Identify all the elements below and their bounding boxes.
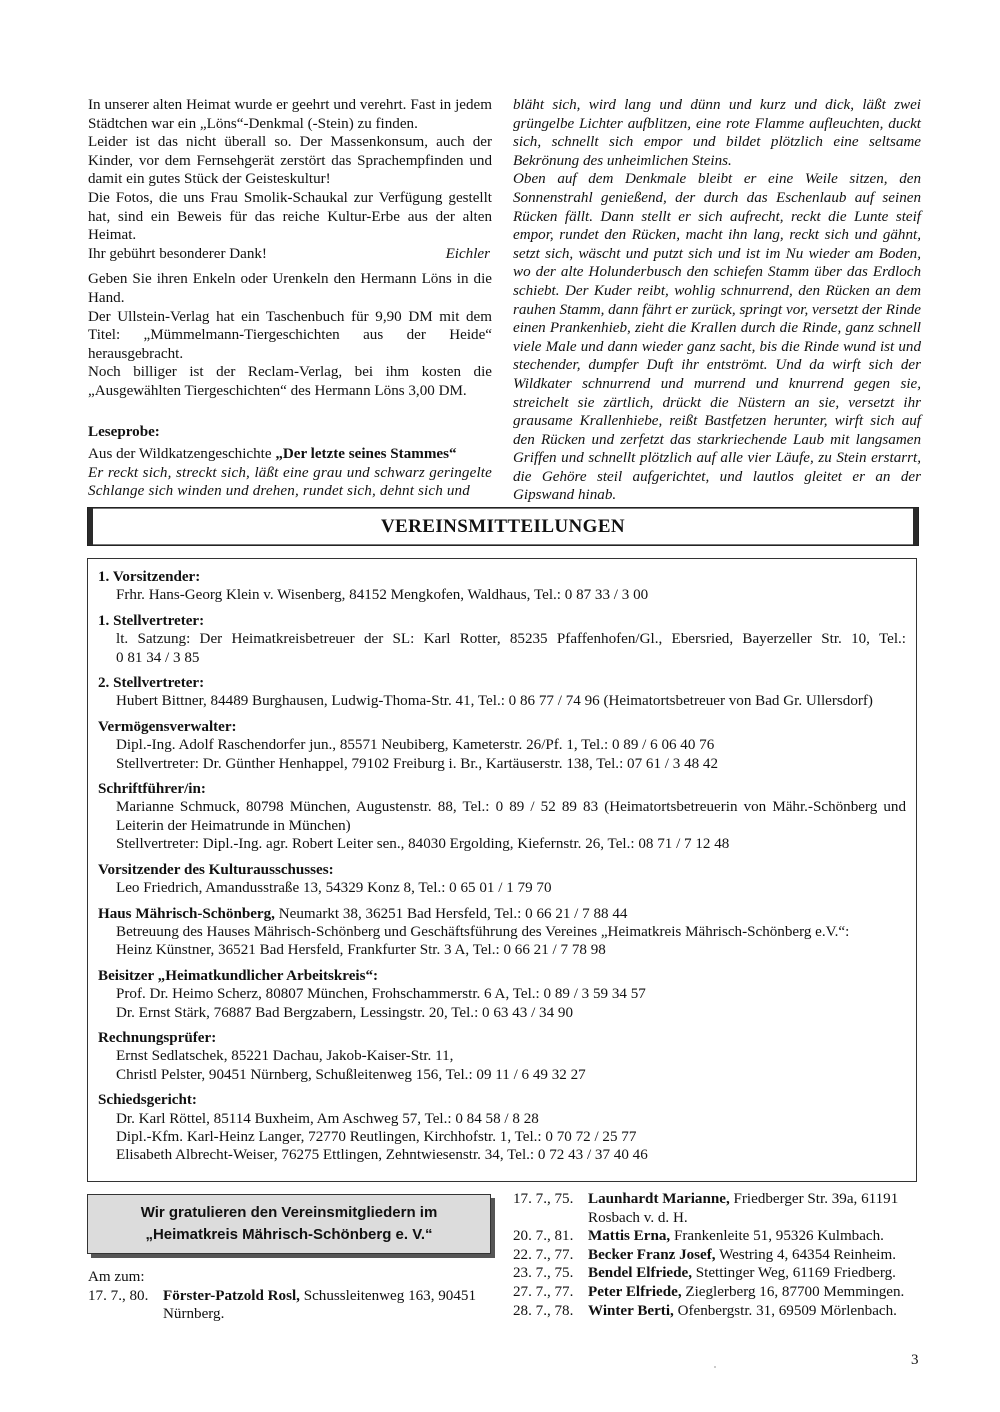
excerpt-intro bbox=[88, 445, 492, 464]
section-haus bbox=[98, 905, 906, 960]
section-line: Elisabeth Albrecht-Weiser, 76275 Ettlingen, Zehntwiesenstr. 34, Tel.: 0 72 43 / 37 40 46 bbox=[116, 1147, 648, 1164]
birthday-date: 28. 7., 78. bbox=[513, 1302, 574, 1319]
birthday-address: Zieglerberg 16, 87700 Memmingen. bbox=[681, 1283, 905, 1300]
section-line: Hubert Bittner, 84489 Burghausen, Ludwig-Thoma-Str. 41, Tel.: 0 86 77 / 74 96 (Heimatortsbetreuer von Bad Gr. Ullersdorf) bbox=[116, 693, 873, 710]
birthday-entry bbox=[513, 1227, 921, 1246]
birthday-date: 23. 7., 75. bbox=[513, 1265, 574, 1282]
birthday-list-right bbox=[513, 1190, 921, 1320]
section-line: Frhr. Hans-Georg Klein v. Wisenberg, 84152 Mengkofen, Waldhaus, Tel.: 0 87 33 / 3 00 bbox=[116, 587, 649, 604]
birthday-date: 17. 7., 75. bbox=[513, 1191, 574, 1207]
section-stellvertreter-2 bbox=[98, 674, 906, 711]
section-vermoegensverwalter bbox=[98, 718, 906, 773]
thanks-line bbox=[88, 245, 492, 264]
birthday-address: Schussleitenweg 163, 90451 Nürnberg. bbox=[163, 1287, 476, 1323]
section-schriftfuehrer bbox=[98, 780, 906, 854]
section-line: Leo Friedrich, Amandusstraße 13, 54329 Konz 8, Tel.: 0 65 01 / 1 79 70 bbox=[116, 880, 552, 897]
birthday-date: 20. 7., 81. bbox=[513, 1228, 574, 1245]
birthday-name: Förster-Patzold Rosl, bbox=[163, 1287, 300, 1304]
left-column bbox=[88, 96, 492, 501]
birthday-text bbox=[588, 1283, 921, 1302]
birthday-entry bbox=[513, 1264, 921, 1283]
section-rechnungspruefer bbox=[98, 1029, 906, 1084]
birthday-address: Westring 4, 64354 Reinheim. bbox=[715, 1246, 897, 1263]
birthday-text bbox=[588, 1264, 921, 1283]
birthday-name: Bendel Elfriede, bbox=[588, 1265, 692, 1282]
section-line: Heinz Künstner, 36521 Bad Hersfeld, Frankfurter Str. 3 A, Tel.: 0 66 21 / 7 78 98 bbox=[116, 942, 606, 959]
paragraph: Geben Sie ihren Enkeln oder Urenkeln den Hermann Löns in die Hand. bbox=[88, 271, 492, 306]
birthday-text bbox=[588, 1227, 921, 1246]
birthday-entry bbox=[513, 1246, 921, 1265]
birthday-entry bbox=[88, 1287, 492, 1324]
birthday-address: Frankenleite 51, 95326 Kulmbach. bbox=[670, 1228, 884, 1245]
section-line: Betreuung des Hauses Mährisch-Schönberg und Geschäftsführung des Vereines „Heimatkreis Mährisch-Schönberg e.V.“: bbox=[116, 923, 850, 940]
section-line: Stellvertreter: Dr. Günther Henhappel, 79102 Freiburg i. Br., Kartäuserstr. 138, Tel.: 07 61 / 3 48 42 bbox=[116, 755, 719, 772]
section-heading: Haus Mährisch-Schönberg, bbox=[98, 905, 275, 922]
birthday-date: 22. 7., 77. bbox=[513, 1246, 574, 1263]
section-line: 0 81 34 / 3 85 bbox=[116, 649, 200, 666]
paragraph: Die Fotos, die uns Frau Smolik-Schaukal zur Verfügung gestellt hat, sind ein Beweis für das reiche Kultur-Erbe aus der alten Heimat. bbox=[88, 189, 492, 244]
section-heading: 1. Stellvertreter: bbox=[98, 612, 205, 629]
section-title-box bbox=[87, 507, 919, 546]
haus-heading-line bbox=[98, 905, 906, 923]
birthday-entry bbox=[513, 1190, 921, 1227]
section-heading: Beisitzer „Heimatkundlicher Arbeitskreis“: bbox=[98, 967, 379, 984]
thanks-text: Ihr gebührt besonderer Dank! bbox=[88, 245, 267, 262]
excerpt-title: „Der letzte seines Stammes“ bbox=[275, 446, 457, 463]
section-line: Ernst Sedlatschek, 85221 Dachau, Jakob-Kaiser-Str. 11, bbox=[116, 1048, 454, 1065]
section-kulturausschuss bbox=[98, 861, 906, 898]
section-line: Dipl.-Ing. Adolf Raschendorfer jun., 85571 Neubiberg, Kameterstr. 26/Pf. 1, Tel.: 0 89 / 6 06 40 76 bbox=[116, 737, 715, 754]
section-schiedsgericht bbox=[98, 1091, 906, 1165]
section-line: Stellvertreter: Dipl.-Ing. agr. Robert Leiter sen., 84030 Ergolding, Kiefernstr. 26, Tel.: 08 71 / 7 12 48 bbox=[116, 836, 730, 853]
section-heading: 1. Vorsitzender: bbox=[98, 569, 201, 585]
birthday-entry bbox=[513, 1302, 921, 1321]
section-heading: Rechnungsprüfer: bbox=[98, 1029, 217, 1046]
excerpt-paragraph: bläht sich, wird lang und dünn und kurz und dick, läßt zwei grüngelbe Lichter aufblitzen, eine rote Flamme aufleuchten, duckt sich, schnellt sich empor und bildet plötzlich eine seltsame Bekrönung des unheimlichen Steins. bbox=[513, 97, 921, 169]
section-line: Christl Pelster, 90451 Nürnberg, Schußleitenweg 156, Tel.: 09 11 / 6 49 32 27 bbox=[116, 1066, 586, 1083]
birthday-address: Stettinger Weg, 61169 Friedberg. bbox=[691, 1265, 896, 1282]
am-zum-label: Am zum: bbox=[88, 1269, 145, 1285]
birthday-text bbox=[588, 1190, 921, 1227]
section-beisitzer bbox=[98, 967, 906, 1022]
birthday-list-left bbox=[88, 1268, 492, 1324]
section-line: Prof. Dr. Heimo Scherz, 80807 München, Frohschammerstr. 6 A, Tel.: 0 89 / 3 59 34 57 bbox=[116, 986, 646, 1003]
birthday-text bbox=[588, 1302, 921, 1321]
excerpt-intro-text: Aus der Wildkatzengeschichte bbox=[88, 446, 272, 463]
haus-address: Neumarkt 38, 36251 Bad Hersfeld, Tel.: 0 66 21 / 7 88 44 bbox=[274, 905, 628, 922]
section-heading: Vorsitzender des Kulturausschusses: bbox=[98, 861, 334, 878]
section-stellvertreter-1 bbox=[98, 612, 906, 667]
section-line: Dr. Ernst Stärk, 76887 Bad Bergzabern, Lessingstr. 20, Tel.: 0 63 43 / 34 90 bbox=[116, 1004, 574, 1021]
birthday-address: Ofenbergstr. 31, 69509 Mörlenbach. bbox=[673, 1302, 897, 1319]
leseprobe-heading: Leseprobe: bbox=[88, 423, 160, 440]
section-heading: Schriftführer/in: bbox=[98, 781, 206, 798]
section-line: Dr. Karl Röttel, 85114 Buxheim, Am Aschweg 57, Tel.: 0 84 58 / 8 28 bbox=[116, 1110, 539, 1127]
birthday-text bbox=[588, 1246, 921, 1265]
paragraph: Noch billiger ist der Reclam-Verlag, bei ihm kosten die „Ausgewählten Tiergeschichten“ des Hermann Löns 3,00 DM. bbox=[88, 364, 492, 399]
congrats-line: Wir gratulieren den Vereinsmitgliedern im bbox=[140, 1204, 438, 1221]
birthday-name: Peter Elfriede, bbox=[588, 1283, 682, 1300]
scan-speck bbox=[714, 1366, 716, 1368]
paragraph: Leider ist das nicht überall so. Der Massenkonsum, auch der Kinder, vor dem Fernsehgerät zerstört das Sprachempfinden und damit ein gutes Stück der Geisteskultur! bbox=[88, 134, 492, 188]
birthday-name: Mattis Erna, bbox=[588, 1228, 671, 1245]
paragraph: Der Ullstein-Verlag hat ein Taschenbuch für 9,90 DM mit dem Titel: „Mümmelmann-Tiergeschichten aus der Heide“ herausgebracht. bbox=[88, 308, 492, 362]
section-line: Marianne Schmuck, 80798 München, Augustenstr. 88, Tel.: 0 89 / 52 89 83 (Heimatortsbetreuerin von Mähr.-Schönberg und bbox=[116, 799, 906, 816]
right-column bbox=[513, 96, 921, 505]
birthday-date: 17. 7., 80. bbox=[88, 1287, 149, 1304]
birthday-entry bbox=[513, 1283, 921, 1302]
excerpt-text: Er reckt sich, streckt sich, läßt eine grau und schwarz geringelte Schlange sich winden und drehen, rundet sich, dehnt sich und bbox=[88, 464, 492, 500]
excerpt-paragraph: Oben auf dem Denkmale bleibt er eine Weile sitzen, den Sonnenstrahl genießend, der durch das Eschenlaub auf seinen Rücken fällt. Dann stellt er sich aufrecht, reckt die Lunte steif empor, rundet den Rücken, macht ihn lang, reckt sich und gähnt, setzt sich, wäscht und putzt sich und ist im Nu wieder am Boden, wo der alte Holunderbusch den schiefen Stamm über das Erdloch schiebt. Der Kuder reibt, wohlig schnurrend, den Rücken an dem rauhen Stamm, dann fährt er zurück, springt vor, versetzt der Rinde einen Prankenhieb, zieht die Krallen durch die Rinde, ganz schnell viele Male und dann wieder ganz sacht, bis die Rinde wund ist und stechender, dumpfer Duft ihr entströmt. Und da wirft sich der Wildkater schnurrend und murrend und knurrend gegen sie, streichelt sie zärtlich, drückt die Nüstern an sie, versetzt ihr grausame Krallenhiebe, reißt Bastfetzen herunter, wirft sich auf den Rücken und zerfetzt das starkriechende Laub mit langsamen Griffen und schnellt plötzlich auf alle vier Läufe, zu Stein erstarrt, die Gehöre steil aufgerichtet, und lautlos gleitet er an der Gipswand hinab. bbox=[513, 171, 921, 504]
birthday-text bbox=[163, 1287, 492, 1324]
section-line: Leiterin der Heimatrunde in München) bbox=[116, 817, 351, 834]
birthday-name: Winter Berti, bbox=[588, 1302, 674, 1319]
members-box bbox=[87, 558, 917, 1182]
section-heading: Vermögensverwalter: bbox=[98, 718, 237, 735]
paragraph: In unserer alten Heimat wurde er geehrt und verehrt. Fast in jedem Städtchen war ein „Löns“-Denkmal (-Stein) zu finden. bbox=[88, 97, 492, 132]
author-signature: Eichler bbox=[445, 245, 490, 262]
section-vorsitzender bbox=[98, 568, 906, 605]
congrats-box bbox=[87, 1194, 491, 1254]
birthday-name: Launhardt Marianne, bbox=[588, 1191, 730, 1207]
section-line: Dipl.-Kfm. Karl-Heinz Langer, 72770 Reutlingen, Kirchhofstr. 1, Tel.: 0 70 72 / 25 77 bbox=[116, 1128, 637, 1145]
congrats-line: „Heimatkreis Mährisch-Schönberg e. V.“ bbox=[145, 1226, 433, 1243]
birthday-date: 27. 7., 77. bbox=[513, 1283, 574, 1300]
section-heading: Schiedsgericht: bbox=[98, 1092, 197, 1109]
birthday-name: Becker Franz Josef, bbox=[588, 1246, 716, 1263]
birthday-address: Friedberger Str. 39a, 61191 Rosbach v. d. H. bbox=[588, 1191, 899, 1226]
section-heading: 2. Stellvertreter: bbox=[98, 675, 205, 692]
section-line: lt. Satzung: Der Heimatkreisbetreuer der SL: Karl Rotter, 85235 Pfaffenhofen/Gl., Ebersried, Bayerzeller Str. 10, Tel.: bbox=[116, 631, 906, 648]
section-title: VEREINSMITTEILUNGEN bbox=[380, 515, 626, 537]
page-number: 3 bbox=[911, 1352, 919, 1368]
